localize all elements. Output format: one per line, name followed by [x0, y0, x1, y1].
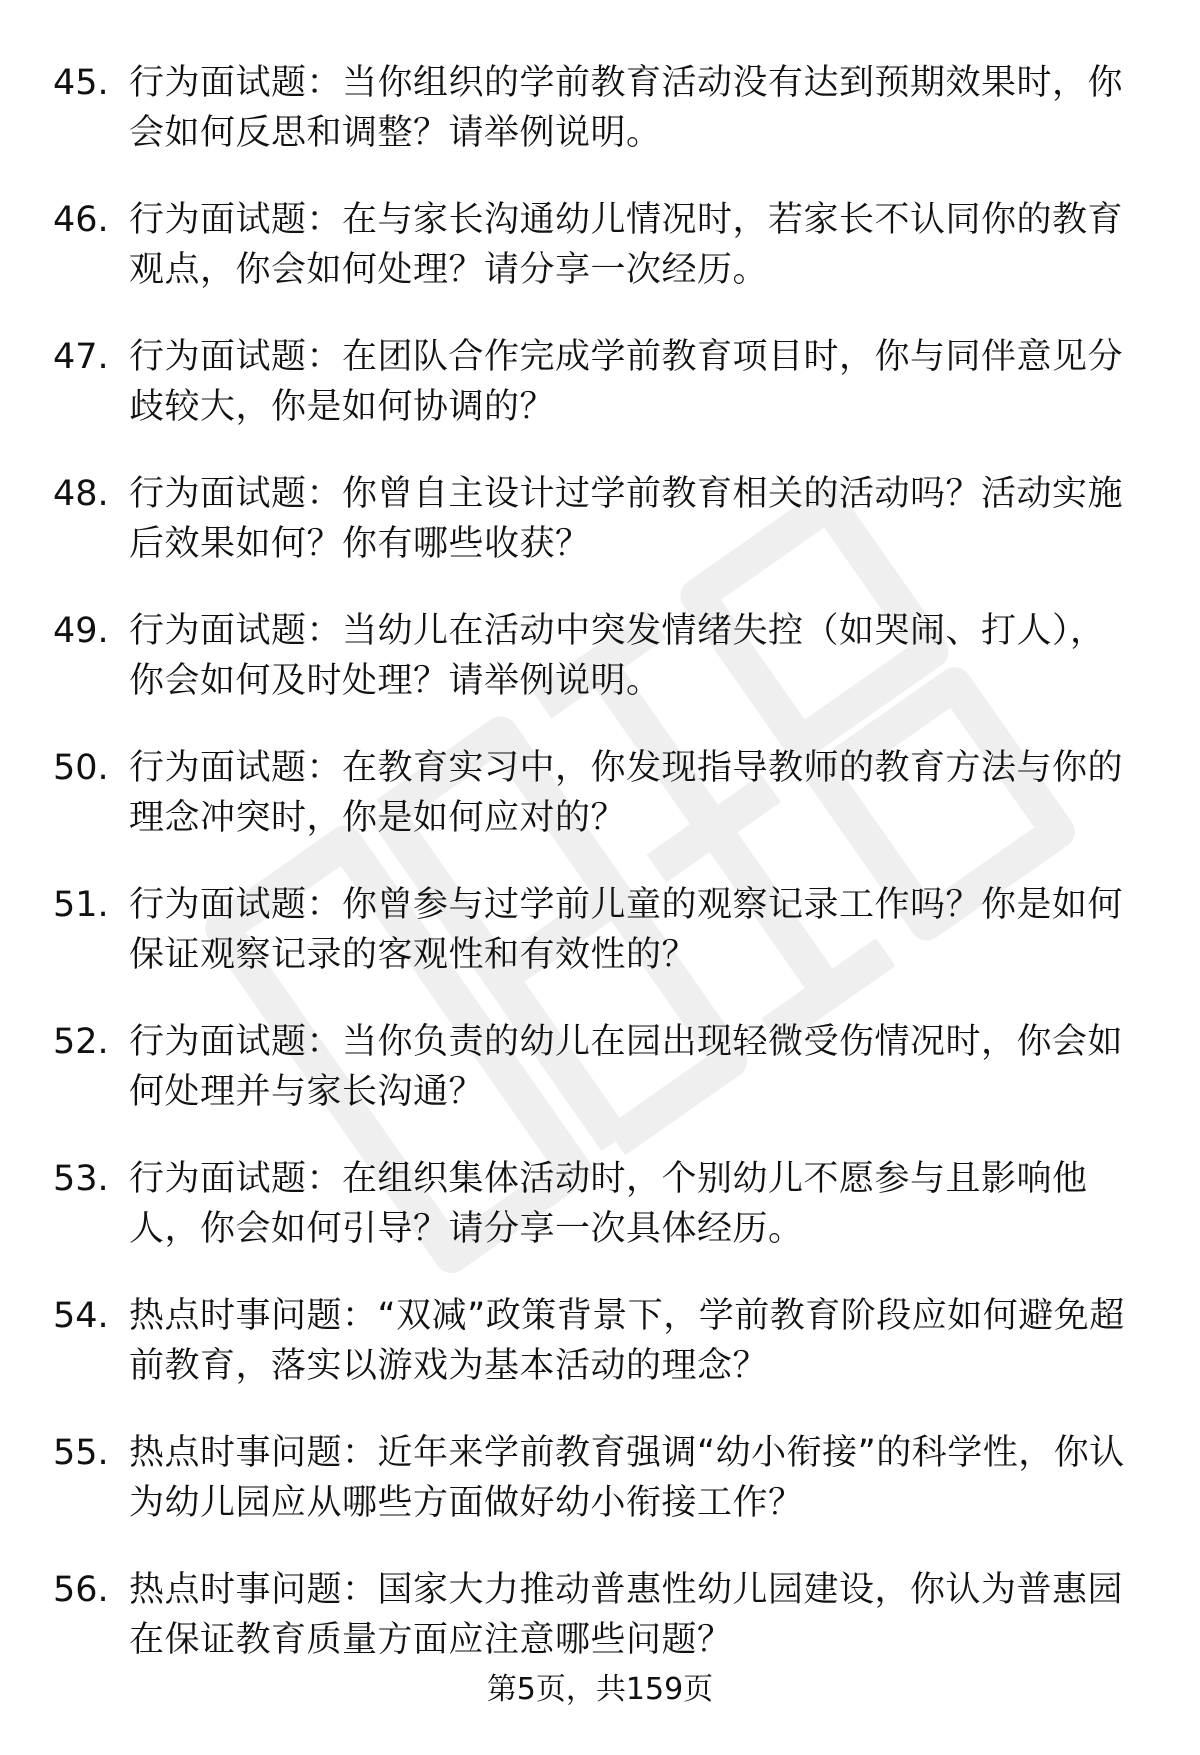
question-item — [0, 1291, 1200, 1428]
page-footer — [0, 1670, 1200, 1710]
question-number: 52. — [53, 1022, 109, 1062]
question-number: 46. — [53, 200, 109, 240]
question-item — [0, 195, 1200, 332]
page-number-label: 第5页，共159页 — [486, 1672, 714, 1707]
question-item — [0, 1017, 1200, 1154]
question-item — [0, 606, 1200, 743]
question-number: 50. — [53, 748, 109, 788]
question-item — [0, 58, 1200, 195]
question-text: 行为面试题：在组织集体活动时，个别幼儿不愿参与且影响他人，你会如何引导？请分享一次具体经历。 — [129, 1159, 1088, 1249]
question-text: 行为面试题：当你负责的幼儿在园出现轻微受伤情况时，你会如何处理并与家长沟通？ — [129, 1022, 1124, 1112]
question-text: 行为面试题：当幼儿在活动中突发情绪失控（如哭闹、打人），你会如何及时处理？请举例说明。 — [129, 611, 1106, 701]
question-number: 47. — [53, 337, 109, 377]
question-number: 56. — [53, 1570, 109, 1610]
question-item — [0, 1428, 1200, 1565]
question-item — [0, 880, 1200, 1017]
question-text: 行为面试题：你曾自主设计过学前教育相关的活动吗？活动实施后效果如何？你有哪些收获？ — [129, 474, 1124, 564]
question-item — [0, 743, 1200, 880]
question-number: 53. — [53, 1159, 109, 1199]
question-number: 55. — [53, 1433, 109, 1473]
question-text: 行为面试题：当你组织的学前教育活动没有达到预期效果时，你会如何反思和调整？请举例说明。 — [129, 63, 1124, 153]
question-number: 48. — [53, 474, 109, 514]
question-text: 行为面试题：在团队合作完成学前教育项目时，你与同伴意见分歧较大，你是如何协调的？ — [129, 337, 1124, 427]
question-text: 行为面试题：在与家长沟通幼儿情况时，若家长不认同你的教育观点，你会如何处理？请分享一次经历。 — [129, 200, 1124, 290]
question-number: 45. — [53, 63, 109, 103]
question-list — [0, 58, 1200, 1702]
question-text: 热点时事问题：“双减”政策背景下，学前教育阶段应如何避免超前教育，落实以游戏为基本活动的理念？ — [129, 1296, 1125, 1386]
question-text: 热点时事问题：国家大力推动普惠性幼儿园建设，你认为普惠园在保证教育质量方面应注意哪些问题？ — [129, 1570, 1124, 1660]
question-number: 49. — [53, 611, 109, 651]
question-text: 行为面试题：在教育实习中，你发现指导教师的教育方法与你的理念冲突时，你是如何应对的？ — [129, 748, 1124, 838]
question-text: 行为面试题：你曾参与过学前儿童的观察记录工作吗？你是如何保证观察记录的客观性和有效性的？ — [129, 885, 1124, 975]
question-item — [0, 1154, 1200, 1291]
question-item — [0, 469, 1200, 606]
question-item — [0, 332, 1200, 469]
question-number: 54. — [53, 1296, 109, 1336]
question-number: 51. — [53, 885, 109, 925]
question-text: 热点时事问题：近年来学前教育强调“幼小衔接”的科学性，你认为幼儿园应从哪些方面做好幼小衔接工作？ — [129, 1433, 1125, 1523]
